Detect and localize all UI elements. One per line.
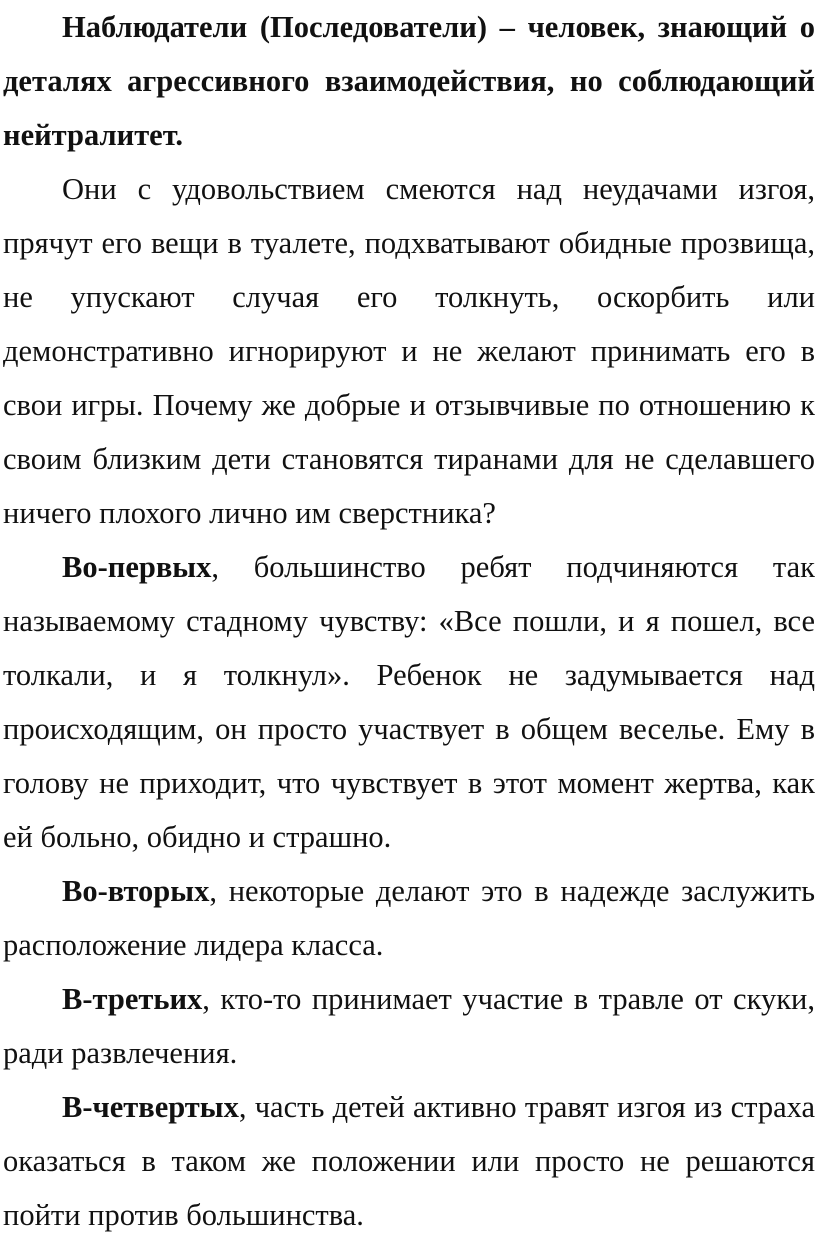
paragraph-second-reason — [3, 864, 815, 972]
third-reason-text: , кто-то принимает участие в травле от скуки, ради развлечения. — [3, 982, 815, 1070]
fourth-reason-text: , часть детей активно травят изгоя из страха оказаться в таком же положении или просто не решаются пойти против большинства. — [3, 1090, 815, 1232]
heading-paragraph: Наблюдатели (Последователи) – человек, знающий о деталях агрессивного взаимодействия, но соблюдающий нейтралитет. — [3, 10, 815, 152]
first-reason-lead: Во-первых — [62, 550, 212, 584]
second-reason-lead: Во-вторых — [62, 874, 210, 908]
first-reason-text: , большинство ребят подчиняются так называемому стадному чувству: «Все пошли, и я пошел, все толкали, и я толкнул». Ребенок не задумывается над происходящим, он просто участвует в общем веселье. Ему в голову не приходит, что чувствует в этот момент жертва, как ей больно, обидно и страшно. — [3, 550, 815, 854]
second-reason-text: , некоторые делают это в надежде заслужить расположение лидера класса. — [3, 874, 815, 962]
body-paragraph-observers: Они с удовольствием смеются над неудачами изгоя, прячут его вещи в туалете, подхватывают обидные прозвища, не упускают случая его толкнуть, оскорбить или демонстративно игнорируют и не желают принимать его в свои игры. Почему же добрые и отзывчивые по отношению к своим близким дети становятся тиранами для не сделавшего ничего плохого лично им сверстника? — [3, 172, 815, 530]
fourth-reason-lead: В-четвертых — [62, 1090, 239, 1124]
paragraph-third-reason — [3, 972, 815, 1080]
paragraph-fourth-reason — [3, 1080, 815, 1242]
third-reason-lead: В-третьих — [62, 982, 203, 1016]
paragraph-first-reason — [3, 540, 815, 864]
